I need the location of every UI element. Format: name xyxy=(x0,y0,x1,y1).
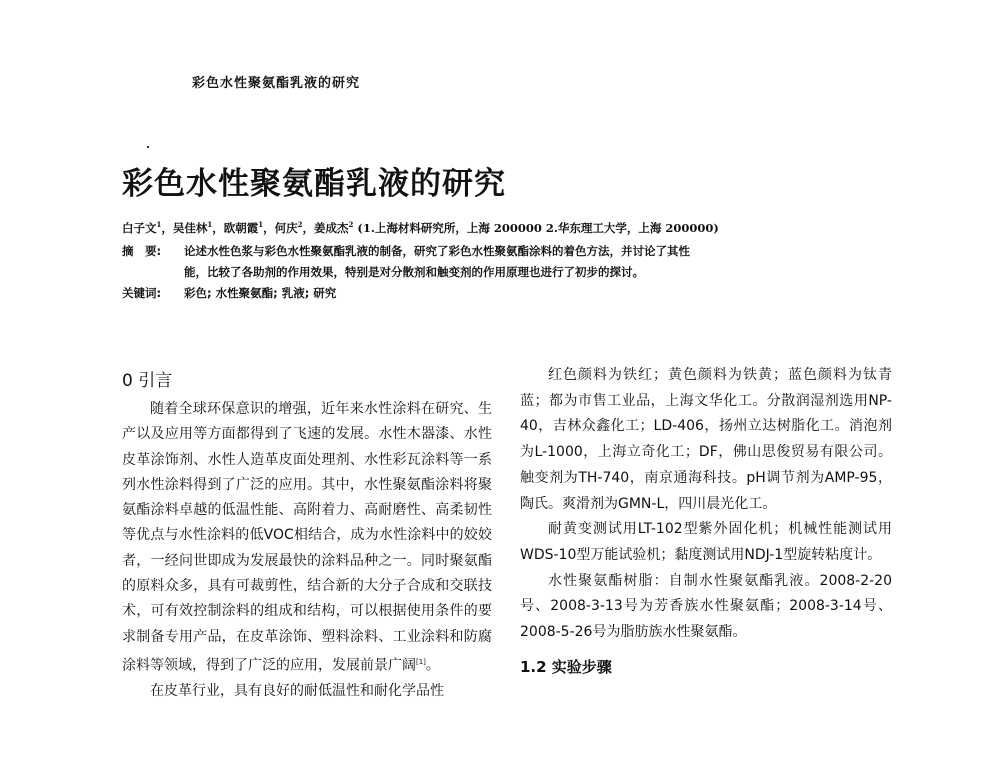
abstract-label: 摘 要: xyxy=(122,244,162,258)
subsection-heading-procedure: 1.2 实验步骤 xyxy=(520,657,612,676)
abstract-text-line-2: 能，比较了各助剂的作用效果，特别是对分散剂和触变剂的作用原理也进行了初步的探讨。 xyxy=(184,265,644,279)
left-column xyxy=(122,366,492,704)
materials-paragraph: 红色颜料为铁红；黄色颜料为铁黄；蓝色颜料为钛青蓝；都为市售工业品，上海文华化工。分散润湿剂选用NP-40，吉林众鑫化工；LD-406，扬州立达树脂化工。消泡剂为L-1000，上海立奇化工；DF，佛山思俊贸易有限公司。触变剂为TH-740，南京通海科技。pH调节剂为AMP-95，陶氏。爽滑剂为GMN-L，四川晨光化工。 xyxy=(520,367,892,512)
keywords-label: 关键词: xyxy=(122,286,162,300)
equipment-paragraph: 耐黄变测试用LT-102型紫外固化机；机械性能测试用WDS-10型万能试验机；黏度测试用NDJ-1型旋转粘度计。 xyxy=(520,521,892,563)
keywords-text: 彩色; 水性聚氨酯; 乳液; 研究 xyxy=(184,286,337,300)
intro-paragraph-1: 随着全球环保意识的增强，近年来水性涂料在研究、生产以及应用等方面都得到了飞速的发展。水性木器漆、水性皮革涂饰剂、水性人造革皮面处理剂、水性彩瓦涂料等一系列水性涂料得到了广泛的应用。其中，水性聚氨酯涂料将聚氨酯涂料卓越的低温性能、高附着力、高耐磨性、高柔韧性等优点与水性涂料的低VOC相结合，成为水性涂料中的姣姣者，一经问世即成为发展最快的涂料品种之一。同时聚氨酯的原料众多，具有可裁剪性，结合新的大分子合成和交联技术，可有效控制涂料的组成和结构，可以根据使用条件的要求制备专用产品，在皮革涂饰、塑料涂料、工业涂料和防腐涂料等领域，得到了广泛的应用，发展前景广阔[1]。 xyxy=(122,401,492,674)
stray-dot xyxy=(147,146,149,148)
resin-paragraph: 水性聚氨酯树脂：自制水性聚氨酯乳液。2008-2-20号、2008-3-13号为芳香族水性聚氨酯；2008-3-14号、2008-5-26号为脂肪族水性聚氨酯。 xyxy=(520,572,892,641)
right-column xyxy=(520,363,892,677)
author-line: 白子文$^1$，吴佳林$^1$，欧朝霞$^1$，何庆$^2$，姜成杰$^2$ (1.上海材料研究所，上海 200000 2.华东理工大学，上海 200000) xyxy=(122,220,719,235)
abstract-text-line-1: 论述水性色浆与彩色水性聚氨酯乳液的制备，研究了彩色水性聚氨酯涂料的着色方法，并讨论了其性 xyxy=(184,244,690,258)
intro-paragraph-2: 在皮革行业，具有良好的耐低温性和耐化学品性 xyxy=(150,682,444,699)
article-title: 彩色水性聚氨酯乳液的研究 xyxy=(122,166,506,202)
running-header: 彩色水性聚氨酯乳液的研究 xyxy=(192,76,361,91)
section-heading-introduction: 0 引言 xyxy=(122,371,173,391)
